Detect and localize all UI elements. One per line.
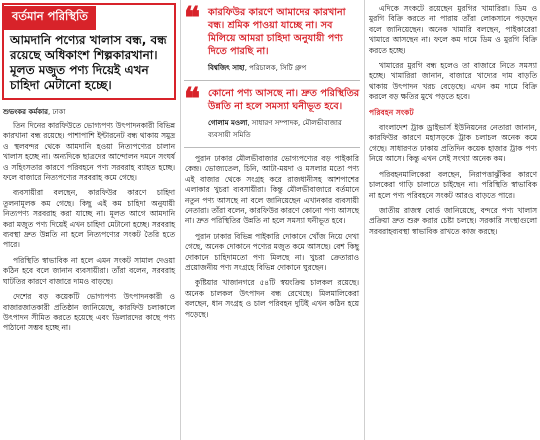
headline-box <box>2 3 176 100</box>
pull-quote <box>184 82 360 141</box>
subhead-paragraph <box>369 108 537 118</box>
middle-column <box>182 0 362 440</box>
paragraph: পুরান ঢাকার বিভিন্ন পাইকারি দোকানে খোঁজ নিয়ে দেখা গেছে, অনেক দোকানে পণ্যের মজুত কমে আসছে। বেশ কিছু দোকানে চাহিদামতো পণ্য মিলছে না। খুচরা ক্রেতারাও প্রয়োজনীয় পণ্য সংগ্রহে বিভিন্ন দোকানে ঘুরছেন। <box>185 231 359 273</box>
paragraph: কুষ্টিয়ার খাজানগরে ৫৪টি স্বয়ংক্রিয় চালকল রয়েছে। অনেক চালকল উৎপাদন বন্ধ রেখেছে। মিলমালিকেরা বলছেন, ধান সংগ্রহ ও চাল পরিবহন দুটিই এখন কঠিন হয়ে পড়েছে। <box>185 278 359 319</box>
paragraph: দেশের বড় কয়েকটি ভোগ্যপণ্য উৎপাদনকারী ও বাজারজাতকারী প্রতিষ্ঠান জানিয়েছে, কারফিউ চলাকালে উৎপাদন সীমিত করতে হয়েছে এবং ডিলারদের কাছে পণ্য পাঠানো সম্ভব হচ্ছে না। <box>3 292 175 333</box>
divider <box>184 147 360 148</box>
paragraph: জাতীয় রাজস্ব বোর্ড জানিয়েছে, বন্দরে পণ্য খালাস প্রক্রিয়া দ্রুত শুরু করার চেষ্টা চলছে। সরকারি সংস্থাগুলো সরবরাহব্যবস্থা স্বাভাবিক রাখতে কাজ করছে। <box>369 205 537 236</box>
quote-text: কোনো পণ্য আসছে না। দ্রুত পরিস্থিতির উন্নতি না হলে সমস্যা ঘনীভূত হবে। <box>208 88 360 112</box>
right-column <box>366 0 540 440</box>
column-divider <box>180 0 181 440</box>
quote-source-title: , সাধারণ সম্পাদক, মৌলভীবাজার ব্যবসায়ী সমিতি <box>208 119 342 139</box>
column-divider <box>364 0 365 440</box>
left-column <box>0 0 178 440</box>
headline-text: আমদানি পণ্যের খালাস বন্ধ, বন্ধ রয়েছে অধিকাংশ শিল্পকারখানা। মূলত মজুত পণ্য দিয়েই এখন চাহিদা মেটানো হচ্ছে। <box>10 33 167 92</box>
headline-tag: বর্তমান পরিস্থিতি <box>4 6 96 30</box>
paragraph: খামারের মুরগি বন্ধ হলেও তা বাজারে নিতে সমস্যা হচ্ছে। খামারিরা জানান, বাজারে খাদ্যের দাম বাড়তি থাকায় উৎপাদন খরচ বেড়েছে। এখন কম দামে বিক্রি করলে বড় ক্ষতির মুখে পড়তে হবে। <box>369 61 537 102</box>
paragraph: পরিস্থিতি স্বাভাবিক না হলে এমন সংকট সামাল দেওয়া কঠিন হবে বলে জানান ব্যবসায়ীরা। তাঁরা বলেন, সরবরাহ ঘাটতির কারণে বাজারে দামও বাড়ছে। <box>3 255 175 286</box>
quote-mark-icon: ❝ <box>184 1 201 36</box>
paragraph: তিন দিনের কারফিউতে ভোগ্যপণ্য উৎপাদনকারী বিভিন্ন কারখানা বন্ধ রয়েছে। পাশাপাশি ইন্টারনেট বন্ধ থাকায় সমুদ্র ও স্থলবন্দর থেকে আমদানি হওয়া নিত্যপণ্যের চালান খালাস হচ্ছে না। অন্যদিকে ছাত্রদের আন্দোলন দমনে সংঘর্ষ ও সহিংসতার কারণে পরিবহনে পণ্য সরবরাহ ব্যাহত হচ্ছে। ফলে বাজারে নিত্যপণ্যের সরবরাহ কমে গেছে। <box>3 121 175 183</box>
paragraph: এদিকে সংকটে রয়েছেন মুরগির খামারিরা। ডিম ও মুরগি বিক্রি করতে না পারায় তাঁরা লোকসানে পড়ছেন বলে জানিয়েছেন। অনেক খামারি বলছেন, পাইকারেরা খামারে আসছেন না। ফলে কম দামে ডিম ও মুরগি বিক্রি করতে হচ্ছে। <box>369 4 537 55</box>
byline-location: , ঢাকা <box>48 108 66 116</box>
divider <box>184 80 360 81</box>
article-byline <box>3 106 175 118</box>
quote-source <box>208 62 360 74</box>
quote-source-name: গোলাম মওলা <box>208 119 248 127</box>
quote-source-title: , পরিচালক, সিটি গ্রুপ <box>244 64 307 72</box>
quote-mark-icon: ❝ <box>184 82 201 117</box>
pull-quote <box>184 1 360 74</box>
paragraph: পরিবহনমালিকেরা বলছেন, নিরাপত্তাঝুঁকির কারণে চালকেরা গাড়ি চালাতে চাইছেন না। পরিস্থিতি স্বাভাবিক না হলে পণ্য পরিবহনে সংকট আরও বাড়তে পারে। <box>369 169 537 200</box>
quote-source-name: বিশ্বজিৎ সাহা <box>208 64 245 72</box>
paragraph: পুরান ঢাকার মৌলভীবাজার ভোগ্যপণ্যের বড় পাইকারি কেন্দ্র। ভোজ্যতেল, চিনি, আটা-ময়দা ও মসলার মতো পণ্য এই বাজার থেকে সংগ্রহ করে রাজধানীসহ আশপাশের এলাকার খুচরা ব্যবসায়ীরা। কিন্তু মৌলভীবাজারে বর্তমানে নতুন পণ্য আসছে না বলে জানিয়েছেন এখানকার ব্যবসায়ী নেতারা। তাঁরা বলেন, কারফিউর কারণে কোনো পণ্য আসছে না। দ্রুত পরিস্থিতির উন্নতি না হলে সমস্যা ঘনীভূত হবে। <box>185 154 359 226</box>
paragraph: ব্যবসায়ীরা বলছেন, কারফিউর কারণে চাহিদা তুলনামূলক কম গেছে। কিছু এই কম চাহিদা অনুযায়ী নিত্যপণ্য সরবরাহ করা যাচ্ছে না। মূলত আগে আমদানি করা মজুত পণ্য দিয়েই এখন চাহিদা মেটানো হচ্ছে। সরবরাহ ব্যবস্থা দ্রুত উন্নতি না হলে নিত্যপণ্যের সংকট তৈরি হতে পারে। <box>3 188 175 250</box>
paragraph: বাংলাদেশ ট্রাক ড্রাইভার্স ইউনিয়নের নেতারা জানান, কারফিউর কারণে মহাসড়কে ট্রাক চলাচল অনেক কমে গেছে। সাধারণত ঢাকায় প্রতিদিন কয়েক হাজার ট্রাক পণ্য নিয়ে আসে। কিন্তু এখন সেই সংখ্যা অনেক কম। <box>369 123 537 164</box>
section-subhead: পরিবহন সংকট <box>369 107 414 117</box>
quote-text: কারফিউর কারণে আমাদের কারখানা বন্ধ। শ্রমিক পাওয়া যাচ্ছে না। সব মিলিয়ে আমরা চাহিদা অনুযায়ী পণ্য দিতে পারছি না। <box>208 7 346 57</box>
quote-source <box>208 117 360 141</box>
byline-name: শুভংকর কর্মকার <box>3 108 49 116</box>
